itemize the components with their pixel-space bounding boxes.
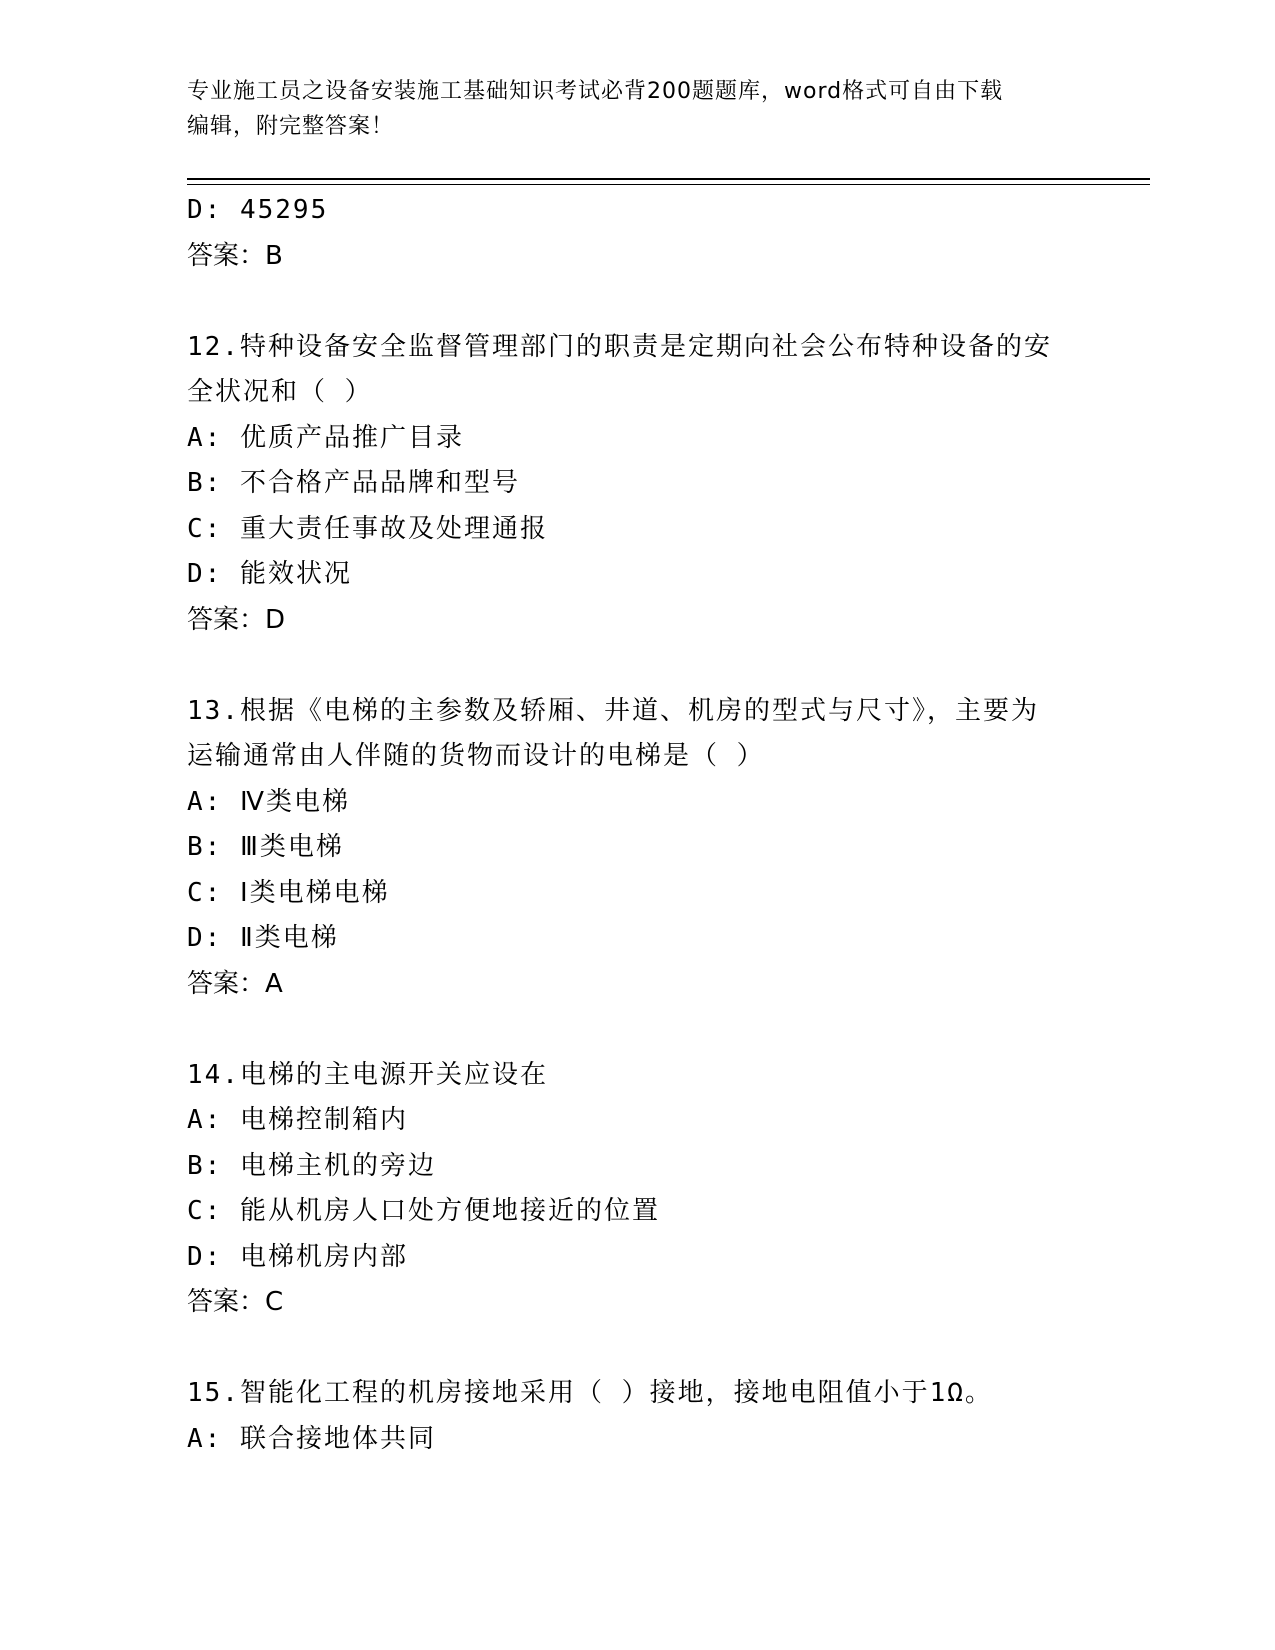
spacer: [187, 643, 1087, 689]
header-line-2: 编辑，附完整答案！: [187, 114, 395, 139]
option-c: C: 重大责任事故及处理通报: [187, 513, 548, 544]
option-a: A: 电梯控制箱内: [187, 1105, 408, 1135]
header-rule-thin: [187, 184, 1150, 185]
option-c: C: Ⅰ类电梯电梯: [187, 877, 390, 908]
question-14: [187, 1053, 1087, 1326]
answer-line: 答案：C: [187, 1287, 284, 1317]
header-rule-thick: [187, 178, 1150, 180]
option-b: B: Ⅲ类电梯: [187, 832, 344, 862]
question-stem-continued: 全状况和（ ）: [187, 377, 373, 407]
option-b: B: 不合格产品品牌和型号: [187, 468, 520, 498]
question-stem: 13.根据《电梯的主参数及轿厢、井道、机房的型式与尺寸》，主要为: [187, 695, 1039, 726]
option-a: A: Ⅳ类电梯: [187, 786, 350, 817]
option-d: D: 电梯机房内部: [187, 1241, 408, 1272]
spacer: [187, 1007, 1087, 1053]
option-a: A: 联合接地体共同: [187, 1423, 436, 1454]
question-stem: 15.智能化工程的机房接地采用（ ）接地，接地电阻值小于1Ω。: [187, 1378, 993, 1408]
answer-line: 答案：B: [187, 240, 283, 271]
spacer: [187, 1326, 1087, 1372]
question-13: [187, 689, 1087, 1008]
answer-line: 答案：D: [187, 604, 286, 635]
option-c: C: 能从机房人口处方便地接近的位置: [187, 1196, 660, 1226]
prev-question-tail: [187, 188, 1087, 279]
page-header: [187, 74, 1087, 144]
question-stem: 14.电梯的主电源开关应设在: [187, 1059, 548, 1090]
question-15: [187, 1371, 1087, 1462]
answer-line: 答案：A: [187, 968, 283, 999]
option-d: D: 45295: [187, 195, 329, 225]
spacer: [187, 279, 1087, 325]
question-stem-continued: 运输通常由人伴随的货物而设计的电梯是（ ）: [187, 741, 765, 771]
option-a: A: 优质产品推广目录: [187, 422, 464, 453]
option-d: D: Ⅱ类电梯: [187, 923, 339, 953]
header-line-1: 专业施工员之设备安装施工基础知识考试必背200题题库，word格式可自由下载: [187, 79, 1004, 104]
document-body: [187, 188, 1087, 1462]
question-12: [187, 325, 1087, 644]
question-stem: 12.特种设备安全监督管理部门的职责是定期向社会公布特种设备的安: [187, 331, 1052, 362]
option-b: B: 电梯主机的旁边: [187, 1150, 436, 1181]
option-d: D: 能效状况: [187, 559, 352, 589]
